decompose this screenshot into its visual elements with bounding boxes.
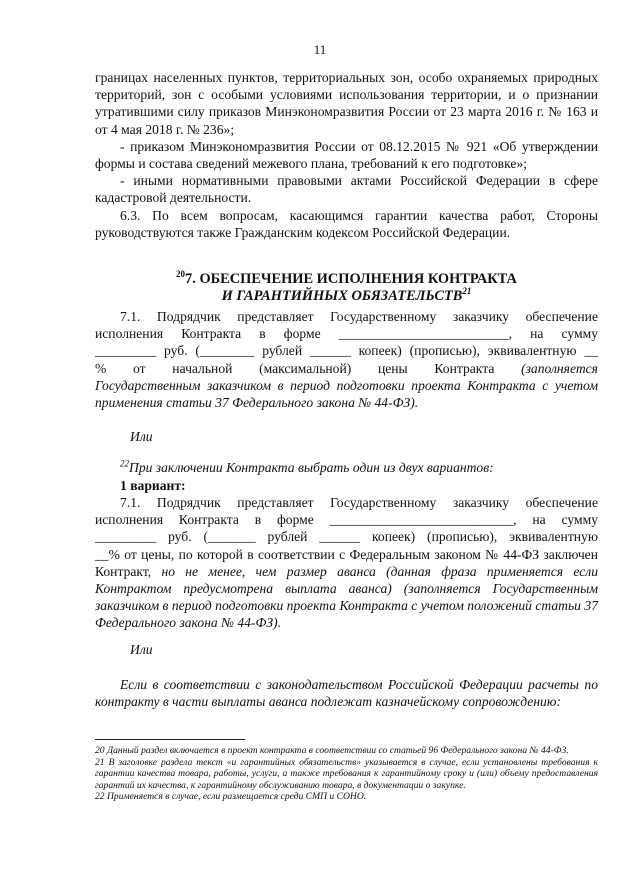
heading-footnote-ref-21: 21 xyxy=(462,286,472,297)
clause-line: _________ руб. (_______ рублей ______ копеек) (прописью), эквивалентную xyxy=(95,529,598,545)
clause-line: исполнения Контракта в форме ___________________________, на сумму xyxy=(95,512,598,528)
clause-line-italic: Государственным заказчиком в период подготовки проекта Контракта с учетом применения статьи 37 Федерального закона № 44-ФЗ). xyxy=(95,377,598,411)
or-separator-2: Или xyxy=(130,642,153,657)
footnote-ref-22: 22 xyxy=(120,458,129,469)
treasury-support-note: Если в соответствии с законодательством Российской Федерации расчеты по контракту в части выплаты аванса подлежат казначейскому сопровождению: xyxy=(95,677,598,710)
variant-1-label: 1 вариант: xyxy=(120,478,186,493)
section-heading xyxy=(95,271,598,305)
heading-line-2: И ГАРАНТИЙНЫХ ОБЯЗАТЕЛЬСТВ$^{21}$ xyxy=(221,286,472,304)
clause-line: % от начальной (максимальной) цены Контракта (заполняется xyxy=(95,360,598,376)
paragraph-6-3: 6.3. По всем вопросам, касающимся гарантии качества работ, Стороны руководствуются также Гражданским кодексом Российской Федерации. xyxy=(95,207,598,240)
clause-line: _________ руб. (________ рублей ______ копеек) (прописью), эквивалентную __ xyxy=(95,343,598,359)
footnote-22: 22 Применяется в случае, если размещается среди СМП и СОНО. xyxy=(95,791,367,803)
clause-line: 7.1. Подрядчик представляет Государственному заказчику обеспечение xyxy=(120,495,598,510)
footnotes xyxy=(95,745,598,803)
clause-7-1-version-a xyxy=(95,308,598,411)
top-text-block xyxy=(95,69,598,241)
variant-note: $^{22}$При заключении Контракта выбрать один из двух вариантов: xyxy=(120,458,494,475)
clause-line: 7.1. Подрядчик представляет Государственному заказчику обеспечение xyxy=(120,309,598,324)
clause-7-1-variant-1 xyxy=(95,494,598,632)
heading-line-1: $^{20}$7. ОБЕСПЕЧЕНИЕ ИСПОЛНЕНИЯ КОНТРАКТА xyxy=(176,269,517,287)
footnote-20: 20 Данный раздел включается в проект контракта в соответствии со статьей 96 Федерального закона № 44-ФЗ. xyxy=(95,745,569,756)
footnote-separator xyxy=(95,739,245,740)
clause-line: исполнения Контракта в форме _________________________, на сумму xyxy=(95,326,598,342)
or-separator-1: Или xyxy=(130,429,153,444)
heading-footnote-ref-20: 20 xyxy=(176,269,186,280)
paragraph-zones: границах населенных пунктов, территориальных зон, особо охраняемых природных территорий, зон с особыми условиями использования территории, и о признании утратившими силу приказов Минэкономразвития России от 23 марта 2016 г. № 163 и от 4 мая 2018 г. № 236»; xyxy=(95,70,598,137)
clause-paragraph: __% от цены, по которой в соответствии с Федеральным законом № 44-ФЗ заключен Контракт, но не менее, чем размер аванса (данная фраза применяется если Контрактом предусмотрена выплата аванса) (заполняется Государственным заказчиком в период подготовки проекта Контракта с учетом положений статьи 37 Федерального закона № 44-ФЗ). xyxy=(95,546,598,631)
page-number: 11 xyxy=(313,42,327,57)
footnote-21: 21 В заголовке раздела текст «и гарантийных обязательств» указывается в случае, если установлены требования к гарантии качества товара, работы, услуги, а также требования к гарантийному сроку и (или) объему предоставления гарантий их качества, к гарантийному обслуживанию товара, в документации о закупке. xyxy=(95,756,598,791)
paragraph-order-921: - приказом Минэкономразвития России от 08.12.2015 № 921 «Об утверждении формы и состава сведений межевого плана, требований к его подготовке»; xyxy=(95,138,598,172)
paragraph-other-acts: - иными нормативными правовыми актами Российской Федерации в сфере кадастровой деятельности. xyxy=(95,173,598,206)
